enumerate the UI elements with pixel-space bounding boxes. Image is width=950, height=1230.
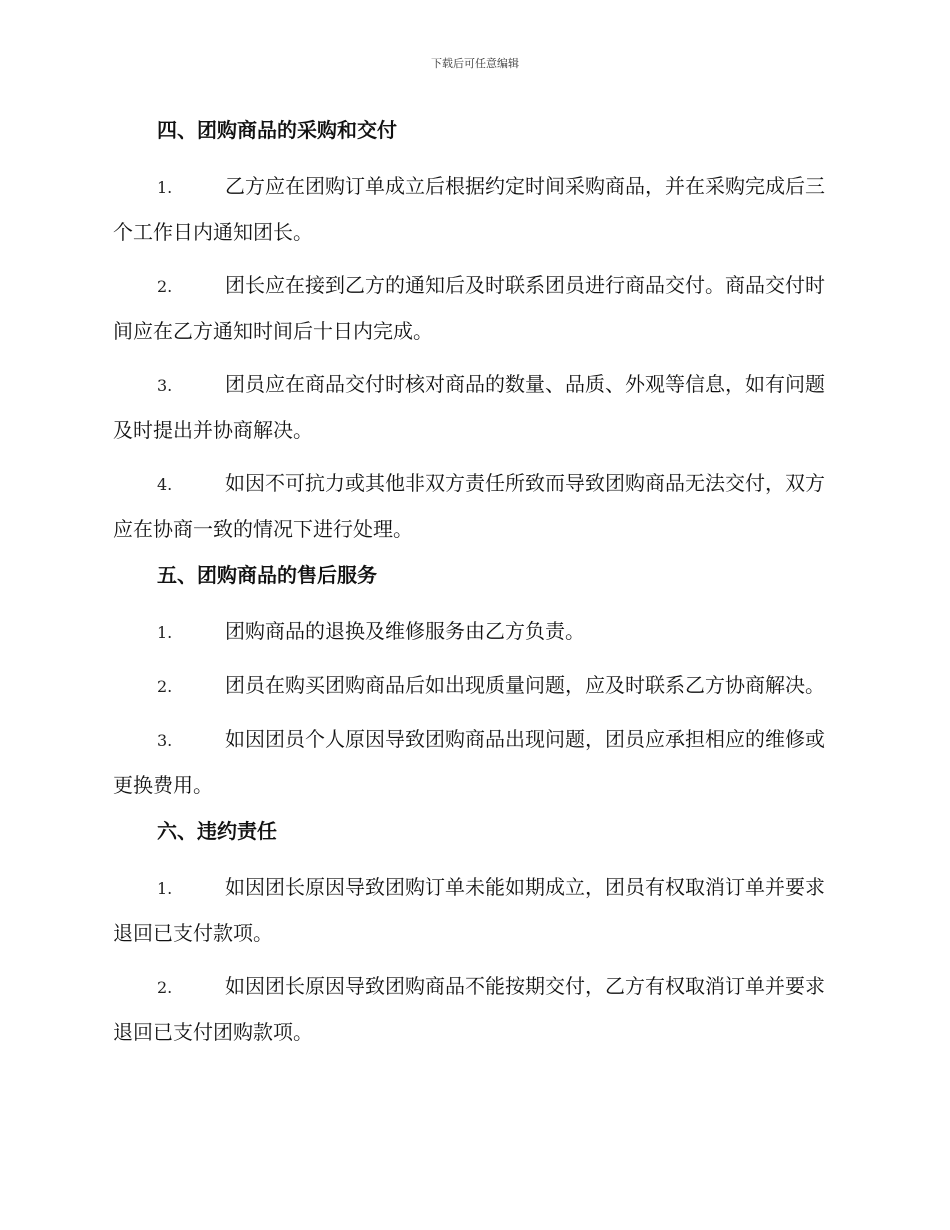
item-text: 如因不可抗力或其他非双方责任所致而导致团购商品无法交付，双方应在协商一致的情况下进行处理。 bbox=[113, 471, 825, 541]
list-item bbox=[113, 461, 843, 552]
item-text: 团购商品的退换及维修服务由乙方负责。 bbox=[225, 619, 585, 643]
list-item bbox=[113, 362, 843, 453]
item-text: 如因团长原因导致团购订单未能如期成立，团员有权取消订单并要求退回已支付款项。 bbox=[113, 875, 825, 945]
section-heading: 五、团购商品的售后服务 bbox=[157, 563, 377, 587]
list-item bbox=[113, 865, 843, 956]
item-text: 团员在购买团购商品后如出现质量问题，应及时联系乙方协商解决。 bbox=[225, 673, 825, 697]
section-heading: 六、违约责任 bbox=[157, 819, 277, 843]
list-item bbox=[113, 164, 843, 255]
item-number: 3. bbox=[157, 376, 173, 395]
item-number: 2. bbox=[157, 677, 173, 696]
list-item bbox=[113, 964, 843, 1055]
document-body bbox=[113, 110, 843, 1063]
item-text: 团长应在接到乙方的通知后及时联系团员进行商品交付。商品交付时间应在乙方通知时间后十日内完成。 bbox=[113, 273, 825, 343]
item-text: 如因团长原因导致团购商品不能按期交付，乙方有权取消订单并要求退回已支付团购款项。 bbox=[113, 974, 825, 1044]
item-number: 1. bbox=[157, 879, 173, 898]
list-item bbox=[113, 609, 843, 655]
list-item bbox=[113, 717, 843, 808]
list-item bbox=[113, 263, 843, 354]
item-number: 1. bbox=[157, 178, 173, 197]
item-number: 4. bbox=[157, 475, 173, 494]
item-number: 2. bbox=[157, 277, 173, 296]
item-number: 3. bbox=[157, 731, 173, 750]
item-text: 团员应在商品交付时核对商品的数量、品质、外观等信息，如有问题及时提出并协商解决。 bbox=[113, 372, 825, 442]
section-heading: 四、团购商品的采购和交付 bbox=[157, 118, 397, 142]
page-header: 下载后可任意编辑 bbox=[431, 57, 519, 70]
list-item bbox=[113, 663, 843, 709]
item-number: 1. bbox=[157, 623, 173, 642]
item-number: 2. bbox=[157, 978, 173, 997]
item-text: 如因团员个人原因导致团购商品出现问题，团员应承担相应的维修或更换费用。 bbox=[113, 727, 825, 797]
item-text: 乙方应在团购订单成立后根据约定时间采购商品，并在采购完成后三个工作日内通知团长。 bbox=[113, 174, 825, 244]
